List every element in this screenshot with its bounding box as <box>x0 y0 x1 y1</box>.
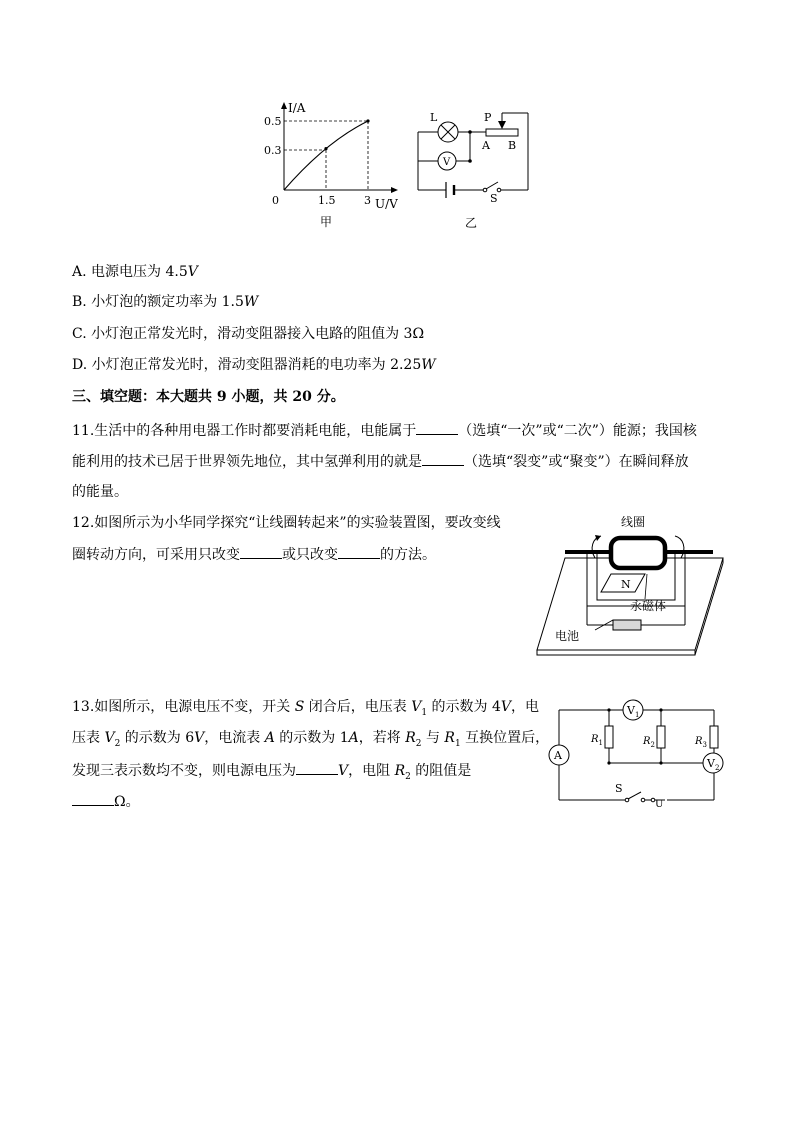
q13-blank-2[interactable] <box>72 791 114 806</box>
switch-icon <box>483 182 501 192</box>
lamp-circuit <box>410 105 540 235</box>
source-label: U <box>655 799 664 808</box>
curve-point-2 <box>366 119 369 122</box>
coil-label: 线圈 <box>621 515 646 529</box>
x-tick-15: 1.5 <box>318 194 336 207</box>
magnet-n-label: N <box>621 578 631 591</box>
q13-line3: 发现三表示数均不变，则电源电压为 V，电阻 $R_2$ 的阻值是 <box>72 760 471 787</box>
r2-label: $R_2$ <box>643 736 655 749</box>
battery-label: 电池 <box>555 629 580 643</box>
option-c: C. 小灯泡正常发光时，滑动变阻器接入电路的阻值为 3Ω <box>72 326 425 342</box>
y-axis-label: I/A <box>288 101 306 115</box>
graph-caption: 甲 <box>320 215 333 229</box>
y-tick-05: 0.5 <box>264 115 282 128</box>
resistor-r1-icon <box>605 726 613 748</box>
q13-line4: Ω。 <box>72 791 140 812</box>
q11-blank-1[interactable] <box>416 420 458 435</box>
slider-label: P <box>484 111 492 124</box>
motor-figure <box>535 510 725 660</box>
r1-label: $R_1$ <box>591 734 603 747</box>
q13-circuit <box>545 696 725 808</box>
resistor-r3-icon <box>710 726 718 748</box>
lamp-icon <box>438 122 458 142</box>
option-a: A. 电源电压为 4.5V <box>72 264 198 280</box>
origin-label: 0 <box>272 194 279 207</box>
q11-line3: 的能量。 <box>72 484 128 500</box>
rotation-arrow-icon <box>595 535 601 541</box>
lamp-label: L <box>430 111 438 124</box>
magnet-label: 永磁体 <box>630 599 667 613</box>
q11-line2: 能利用的技术已居于世界领先地位，其中氢弹利用的就是 （选填“裂变”或“聚变”）在瞬间释放 <box>72 451 689 472</box>
q12-line2: 圈转动方向，可采用只改变 或只改变 的方法。 <box>72 544 436 565</box>
end-b-label: B <box>508 139 517 152</box>
q12-blank-2[interactable] <box>338 544 380 559</box>
switch-label: S <box>615 782 623 795</box>
r3-label: $R_3$ <box>695 736 707 749</box>
resistor-r2-icon <box>657 726 665 748</box>
circuit-caption: 乙 <box>465 216 478 230</box>
battery-icon <box>446 182 454 198</box>
q12-blank-1[interactable] <box>240 544 282 559</box>
curve-point-1 <box>324 147 327 150</box>
v1-label: $V_1$ <box>627 704 640 719</box>
q11-blank-2[interactable] <box>422 451 464 466</box>
q13-line1: 13.如图所示，电源电压不变，开关 S 闭合后，电压表 $V_1$ 的示数为 4V，电 <box>72 699 540 718</box>
battery-cell-icon <box>613 620 641 630</box>
v2-label: $V_2$ <box>707 757 720 772</box>
switch-label: S <box>490 192 498 205</box>
voltmeter-label: V <box>443 157 451 168</box>
end-a-label: A <box>482 139 490 152</box>
slider-arrow-icon <box>498 121 506 129</box>
q11-line1: 11.生活中的各种用电器工作时都要消耗电能，电能属于 （选填“一次”或“二次”）能源；我国核 <box>72 420 697 441</box>
y-axis-arrow-icon <box>281 102 287 109</box>
x-axis-arrow-icon <box>391 187 398 193</box>
iu-graph <box>250 92 410 237</box>
x-axis-label: U/V <box>375 197 398 211</box>
x-tick-3: 3 <box>364 194 371 207</box>
y-tick-03: 0.3 <box>264 144 282 157</box>
option-b: B. 小灯泡的额定功率为 1.5W <box>72 294 259 310</box>
q13-line2: 压表 $V_2$ 的示数为 6V，电流表 A 的示数为 1A，若将 $R_2$ 与 $R_1$ 互换位置后， <box>72 730 550 749</box>
ammeter-label: A <box>554 749 562 762</box>
option-d: D. 小灯泡正常发光时，滑动变阻器消耗的电功率为 2.25W <box>72 357 436 373</box>
section-title: 三、填空题：本大题共 9 小题，共 20 分。 <box>72 389 345 405</box>
q12-line1: 12.如图所示为小华同学探究“让线圈转起来”的实验装置图，要改变线 <box>72 515 501 531</box>
q13-blank-1[interactable] <box>296 760 338 775</box>
coil-icon <box>611 538 665 568</box>
rheostat-icon <box>486 129 518 136</box>
